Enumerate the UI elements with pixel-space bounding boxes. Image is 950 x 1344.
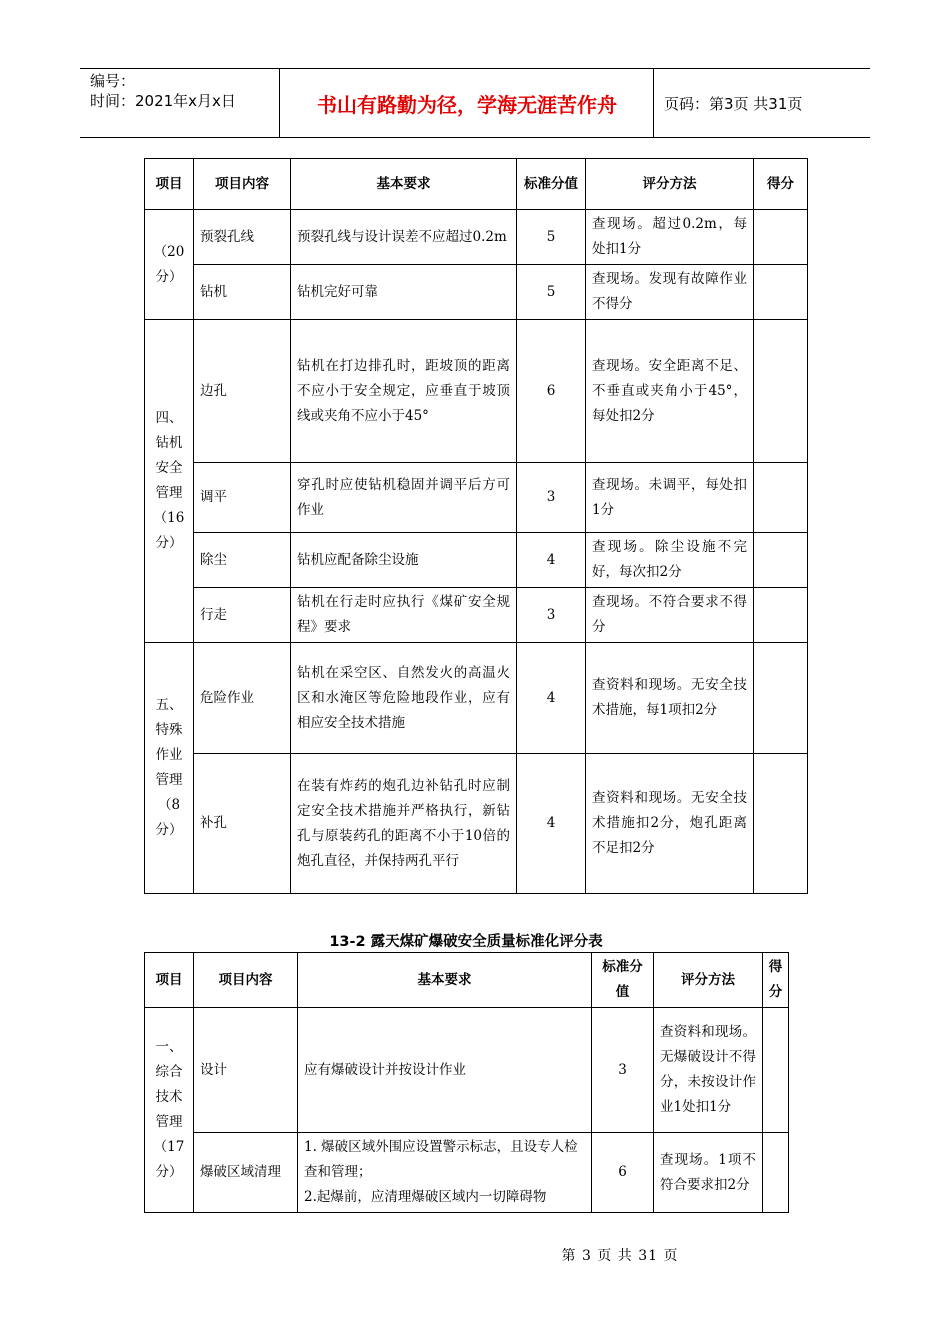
row-requirement: 钻机在行走时应执行《煤矿安全规程》要求 xyxy=(291,588,517,643)
row-requirement xyxy=(298,1133,592,1213)
row-result xyxy=(754,533,808,588)
header-method: 评分方法 xyxy=(586,159,754,210)
section-category: 五、特殊作业管理（8分） xyxy=(145,643,194,894)
table-row xyxy=(145,754,808,894)
row-score: 6 xyxy=(592,1133,654,1213)
row-content: 调平 xyxy=(194,463,291,533)
row-score: 6 xyxy=(517,320,586,463)
table-row xyxy=(145,1133,789,1213)
header-method: 评分方法 xyxy=(654,953,763,1008)
row-content: 爆破区域清理 xyxy=(194,1133,298,1213)
row-requirement: 穿孔时应使钻机稳固并调平后方可作业 xyxy=(291,463,517,533)
row-content: 边孔 xyxy=(194,320,291,463)
header-score: 得分 xyxy=(754,159,808,210)
row-score: 5 xyxy=(517,265,586,320)
row-requirement: 应有爆破设计并按设计作业 xyxy=(298,1008,592,1133)
row-method: 查现场。发现有故障作业不得分 xyxy=(586,265,754,320)
row-method: 查现场。超过0.2m，每处扣1分 xyxy=(586,210,754,265)
row-content: 危险作业 xyxy=(194,643,291,754)
page-header xyxy=(80,68,870,138)
header-meta xyxy=(80,69,280,137)
table-row xyxy=(145,320,808,463)
row-result xyxy=(763,1133,789,1213)
row-method: 查资料和现场。无安全技术措施，每1项扣2分 xyxy=(586,643,754,754)
row-method: 查现场。未调平，每处扣1分 xyxy=(586,463,754,533)
header-item: 项目 xyxy=(145,953,194,1008)
requirement-line: 1. 爆破区域外围应设置警示标志，且设专人检查和管理； xyxy=(304,1139,578,1180)
row-score: 4 xyxy=(517,533,586,588)
row-content: 钻机 xyxy=(194,265,291,320)
requirement-line: 2.起爆前，应清理爆破区域内一切障碍物 xyxy=(304,1189,547,1205)
drilling-score-table xyxy=(144,158,808,894)
row-method: 查现场。1项不符合要求扣2分 xyxy=(654,1133,763,1213)
table-row xyxy=(145,533,808,588)
header-score: 得分 xyxy=(763,953,789,1008)
header-requirement: 基本要求 xyxy=(291,159,517,210)
row-method: 查现场。安全距离不足、不垂直或夹角小于45°，每处扣2分 xyxy=(586,320,754,463)
table-row xyxy=(145,588,808,643)
row-requirement: 在装有炸药的炮孔边补钻孔时应制定安全技术措施并严格执行，新钻孔与原装药孔的距离不小于10倍的炮孔直径，并保持两孔平行 xyxy=(291,754,517,894)
row-requirement: 预裂孔线与设计误差不应超过0.2m xyxy=(291,210,517,265)
header-content: 项目内容 xyxy=(194,953,298,1008)
row-score: 5 xyxy=(517,210,586,265)
table-row xyxy=(145,265,808,320)
row-content: 补孔 xyxy=(194,754,291,894)
header-page-number: 页码：第3页 共31页 xyxy=(664,94,803,113)
row-score: 3 xyxy=(517,463,586,533)
table-row xyxy=(145,1008,789,1133)
row-result xyxy=(754,643,808,754)
row-requirement: 钻机完好可靠 xyxy=(291,265,517,320)
row-result xyxy=(754,463,808,533)
page-footer xyxy=(0,1245,950,1265)
header-item: 项目 xyxy=(145,159,194,210)
table-header-row xyxy=(145,953,789,1008)
row-requirement: 钻机在打边排孔时，距坡顶的距离不应小于安全规定，应垂直于坡顶线或夹角不应小于45° xyxy=(291,320,517,463)
header-requirement: 基本要求 xyxy=(298,953,592,1008)
blasting-score-table xyxy=(144,952,789,1213)
row-method: 查现场。不符合要求不得分 xyxy=(586,588,754,643)
row-content: 行走 xyxy=(194,588,291,643)
header-motto: 书山有路勤为径，学海无涯苦作舟 xyxy=(281,69,654,137)
row-score: 4 xyxy=(517,643,586,754)
header-standard-score: 标准分值 xyxy=(592,953,654,1008)
row-score: 4 xyxy=(517,754,586,894)
footer-page-number: 第 3 页 共 31 页 xyxy=(561,1248,679,1264)
row-result xyxy=(763,1008,789,1133)
document-date-label: 时间：2021年x月x日 xyxy=(90,92,236,110)
row-method: 查现场。除尘设施不完好，每次扣2分 xyxy=(586,533,754,588)
table2-title: 13-2 露天煤矿爆破安全质量标准化评分表 xyxy=(329,934,603,950)
table-header-row xyxy=(145,159,808,210)
table-row xyxy=(145,210,808,265)
row-requirement: 钻机应配备除尘设施 xyxy=(291,533,517,588)
header-content: 项目内容 xyxy=(194,159,291,210)
row-result xyxy=(754,588,808,643)
row-content: 设计 xyxy=(194,1008,298,1133)
row-content: 预裂孔线 xyxy=(194,210,291,265)
section-category: 四、钻机安全管理（16分） xyxy=(145,320,194,643)
row-result xyxy=(754,754,808,894)
row-method: 查资料和现场。无爆破设计不得分，未按设计作业1处扣1分 xyxy=(654,1008,763,1133)
row-result xyxy=(754,265,808,320)
header-standard-score: 标准分值 xyxy=(517,159,586,210)
table-row xyxy=(145,643,808,754)
section-category: 一、综合技术管理（17分） xyxy=(145,1008,194,1213)
table-row xyxy=(145,463,808,533)
row-score: 3 xyxy=(517,588,586,643)
section-category: （20分） xyxy=(145,210,194,320)
row-result xyxy=(754,320,808,463)
row-content: 除尘 xyxy=(194,533,291,588)
row-result xyxy=(754,210,808,265)
row-score: 3 xyxy=(592,1008,654,1133)
row-method: 查资料和现场。无安全技术措施扣2分，炮孔距离不足扣2分 xyxy=(586,754,754,894)
row-requirement: 钻机在采空区、自然发火的高温火区和水淹区等危险地段作业，应有相应安全技术措施 xyxy=(291,643,517,754)
document-number-label: 编号： xyxy=(90,72,136,90)
